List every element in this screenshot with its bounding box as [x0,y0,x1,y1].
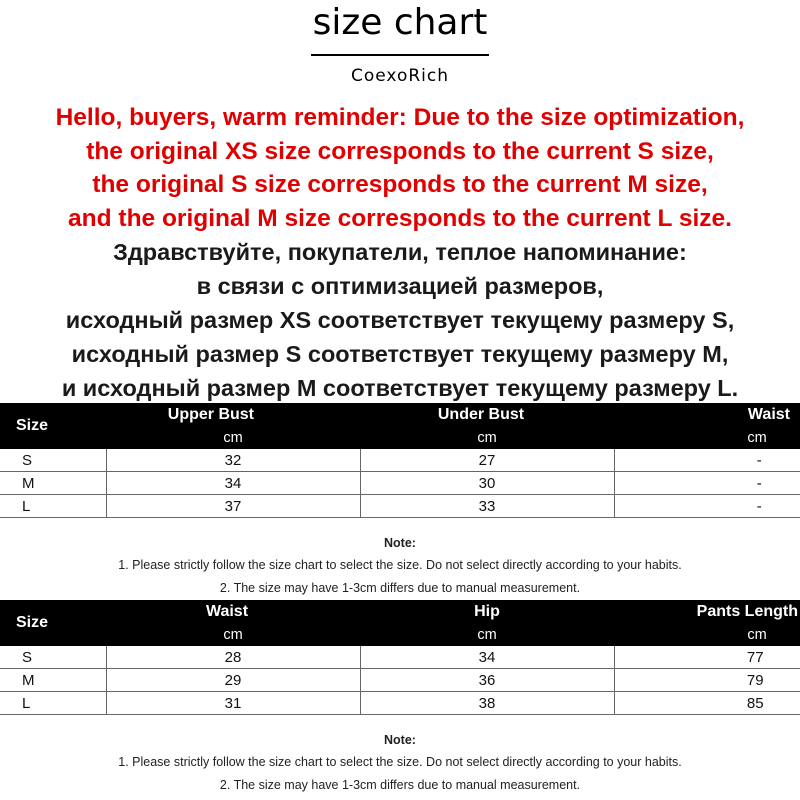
size-column-header: Size [0,600,106,646]
value-cell: 29 [106,669,360,692]
tops-size-table [0,403,800,518]
value-cell: 79 [614,669,800,692]
table-units-row [0,427,800,449]
reminder-ru-line: Здравствуйте, покупатели, теплое напоминание: [113,239,687,265]
unit-label: cm [360,427,614,449]
column-header: Waist [106,600,360,624]
note-line: 1. Please strictly follow the size chart to select the size. Do not select directly according to your habits. [118,755,682,769]
size-cell: M [0,472,106,495]
table-header-row [0,600,800,624]
bottoms-size-table [0,600,800,715]
brand-name: CoexoRich [350,66,450,86]
value-cell: 34 [106,472,360,495]
page-title: size chart [312,2,488,43]
reminder-ru-line: в связи с оптимизацией размеров, [196,273,604,299]
size-cell: S [0,646,106,669]
unit-label: cm [106,427,360,449]
value-cell: - [614,449,800,472]
value-cell: 38 [360,692,614,715]
unit-label: cm [106,624,360,646]
unit-label: cm [360,624,614,646]
value-cell: 32 [106,449,360,472]
size-cell: L [0,495,106,518]
size-column-header: Size [0,403,106,449]
value-cell: - [614,472,800,495]
note-line: 2. The size may have 1-3cm differs due to manual measurement. [219,778,581,792]
table-row [0,646,800,669]
value-cell: - [614,495,800,518]
size-cell: S [0,449,106,472]
value-cell: 77 [614,646,800,669]
column-header: Under Bust [360,403,614,427]
note-title: Note: [384,536,416,550]
tops-notes [0,533,800,600]
reminder-en-line: and the original M size corresponds to the current L size. [68,204,732,232]
bottoms-notes [0,730,800,797]
table-header-row [0,403,800,427]
reminder-en-line: the original S size corresponds to the current M size, [92,171,708,198]
note-line: 1. Please strictly follow the size chart to select the size. Do not select directly according to your habits. [118,558,682,572]
note-title: Note: [384,733,416,747]
value-cell: 36 [360,669,614,692]
table-row [0,692,800,715]
reminder-ru-line: и исходный размер M соответствует текущему размеру L. [61,375,739,401]
value-cell: 85 [614,692,800,715]
unit-label: cm [614,427,800,449]
reminder-ru-line: исходный размер S соответствует текущему размеру M, [71,341,729,367]
size-cell: M [0,669,106,692]
table-row [0,472,800,495]
value-cell: 34 [360,646,614,669]
reminder-en-line: the original XS size corresponds to the current S size, [86,137,714,165]
unit-label: cm [614,624,800,646]
value-cell: 27 [360,449,614,472]
table-row [0,495,800,518]
value-cell: 33 [360,495,614,518]
column-header: Pants Length [614,600,800,624]
value-cell: 28 [106,646,360,669]
table-row [0,449,800,472]
reminder-block [0,101,800,405]
column-header: Upper Bust [106,403,360,427]
reminder-ru-line: исходный размер XS соответствует текущему размеру S, [65,307,735,333]
value-cell: 37 [106,495,360,518]
table-row [0,669,800,692]
value-cell: 30 [360,472,614,495]
reminder-en-line: Hello, buyers, warm reminder: Due to the size optimization, [55,104,745,131]
size-cell: L [0,692,106,715]
value-cell: 31 [106,692,360,715]
title-underline [311,54,489,56]
note-line: 2. The size may have 1-3cm differs due to manual measurement. [219,581,581,595]
column-header: Waist [614,403,800,427]
table-units-row [0,624,800,646]
column-header: Hip [360,600,614,624]
